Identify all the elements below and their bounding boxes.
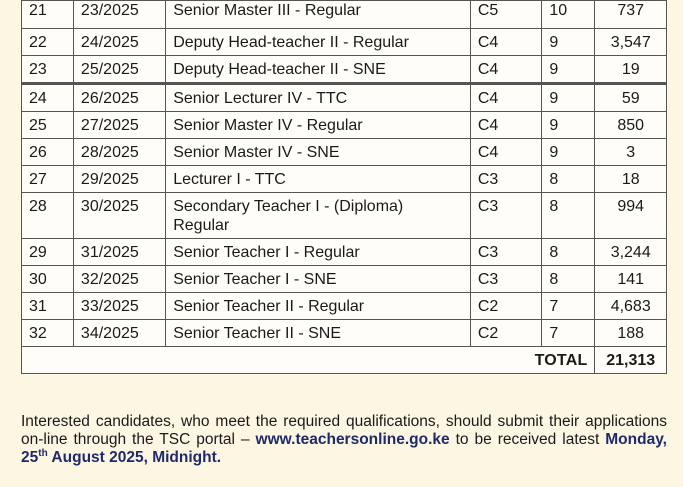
cell-vacancies: 3,547 [595, 29, 667, 56]
application-instructions [21, 413, 667, 467]
deadline-rest: August 2025, Midnight. [47, 449, 222, 466]
instructions-text: Interested candidates, who meet the required qualifications, should submit their applications on-line through the TSC portal – [21, 413, 667, 448]
portal-link[interactable]: www.teachersonline.go.ke [255, 431, 450, 448]
cell-scale: 8 [542, 166, 595, 193]
cell-vacancies: 59 [595, 84, 667, 112]
cell-number: 22 [22, 29, 74, 56]
cell-number: 31 [22, 293, 74, 320]
cell-post-title: Senior Teacher I - SNE [166, 266, 471, 293]
deadline-day: Monday, 25 [21, 431, 667, 466]
cell-post-title: Senior Master IV - Regular [166, 112, 471, 139]
cell-number: 21 [22, 1, 74, 29]
cell-post-title: Senior Lecturer IV - TTC [166, 84, 471, 112]
cell-scale: 10 [542, 1, 595, 29]
cell-grade: C3 [470, 239, 542, 266]
cell-advert-ref: 32/2025 [73, 266, 165, 293]
cell-grade: C4 [470, 29, 542, 56]
cell-number: 25 [22, 112, 74, 139]
instructions-text-middle: to be received latest [449, 431, 606, 448]
table-row [22, 1, 667, 29]
cell-advert-ref: 26/2025 [73, 84, 165, 112]
cell-number: 26 [22, 139, 74, 166]
cell-number: 23 [22, 56, 74, 84]
cell-advert-ref: 31/2025 [73, 239, 165, 266]
cell-advert-ref: 28/2025 [73, 139, 165, 166]
table-row [22, 56, 667, 84]
cell-vacancies: 18 [595, 166, 667, 193]
table-row [22, 84, 667, 112]
cell-post-title: Deputy Head-teacher II - SNE [166, 56, 471, 84]
cell-vacancies: 141 [595, 266, 667, 293]
deadline-sup: th [38, 447, 48, 459]
cell-post-title: Deputy Head-teacher II - Regular [166, 29, 471, 56]
cell-post-title: Senior Master IV - SNE [166, 139, 471, 166]
cell-grade: C3 [470, 166, 542, 193]
table-row [22, 239, 667, 266]
cell-advert-ref: 23/2025 [73, 1, 165, 29]
table-row [22, 266, 667, 293]
cell-post-title: Senior Master III - Regular [166, 1, 471, 29]
cell-advert-ref: 25/2025 [73, 56, 165, 84]
cell-grade: C2 [470, 293, 542, 320]
cell-vacancies: 3 [595, 139, 667, 166]
cell-vacancies: 4,683 [595, 293, 667, 320]
vacancies-table-container [21, 0, 667, 374]
cell-vacancies: 19 [595, 56, 667, 84]
cell-scale: 9 [542, 112, 595, 139]
cell-scale: 8 [542, 266, 595, 293]
cell-vacancies: 3,244 [595, 239, 667, 266]
cell-number: 30 [22, 266, 74, 293]
cell-grade: C4 [470, 139, 542, 166]
cell-advert-ref: 34/2025 [73, 320, 165, 347]
cell-grade: C2 [470, 320, 542, 347]
total-value: 21,313 [595, 347, 667, 374]
cell-vacancies: 850 [595, 112, 667, 139]
cell-number: 27 [22, 166, 74, 193]
vacancies-table [21, 0, 667, 374]
cell-scale: 7 [542, 320, 595, 347]
cell-scale: 9 [542, 139, 595, 166]
cell-post-title: Secondary Teacher I - (Diploma) Regular [166, 193, 471, 239]
cell-number: 24 [22, 84, 74, 112]
cell-number: 29 [22, 239, 74, 266]
table-row [22, 320, 667, 347]
cell-number: 32 [22, 320, 74, 347]
cell-scale: 9 [542, 84, 595, 112]
cell-advert-ref: 27/2025 [73, 112, 165, 139]
total-row [22, 347, 667, 374]
cell-grade: C4 [470, 56, 542, 84]
cell-post-title: Lecturer I - TTC [166, 166, 471, 193]
table-body [22, 1, 667, 347]
table-row [22, 112, 667, 139]
cell-grade: C5 [470, 1, 542, 29]
table-row [22, 139, 667, 166]
cell-advert-ref: 29/2025 [73, 166, 165, 193]
cell-scale: 8 [542, 239, 595, 266]
cell-scale: 9 [542, 29, 595, 56]
cell-grade: C3 [470, 193, 542, 239]
table-row [22, 166, 667, 193]
cell-grade: C3 [470, 266, 542, 293]
cell-post-title: Senior Teacher II - Regular [166, 293, 471, 320]
table-row [22, 29, 667, 56]
cell-vacancies: 188 [595, 320, 667, 347]
cell-vacancies: 737 [595, 1, 667, 29]
cell-scale: 9 [542, 56, 595, 84]
cell-scale: 8 [542, 193, 595, 239]
cell-scale: 7 [542, 293, 595, 320]
cell-advert-ref: 24/2025 [73, 29, 165, 56]
cell-advert-ref: 30/2025 [73, 193, 165, 239]
cell-grade: C4 [470, 112, 542, 139]
cell-advert-ref: 33/2025 [73, 293, 165, 320]
table-row [22, 193, 667, 239]
cell-grade: C4 [470, 84, 542, 112]
cell-post-title: Senior Teacher II - SNE [166, 320, 471, 347]
cell-post-title: Senior Teacher I - Regular [166, 239, 471, 266]
table-row [22, 293, 667, 320]
cell-number: 28 [22, 193, 74, 239]
total-label: TOTAL [22, 347, 595, 374]
cell-vacancies: 994 [595, 193, 667, 239]
